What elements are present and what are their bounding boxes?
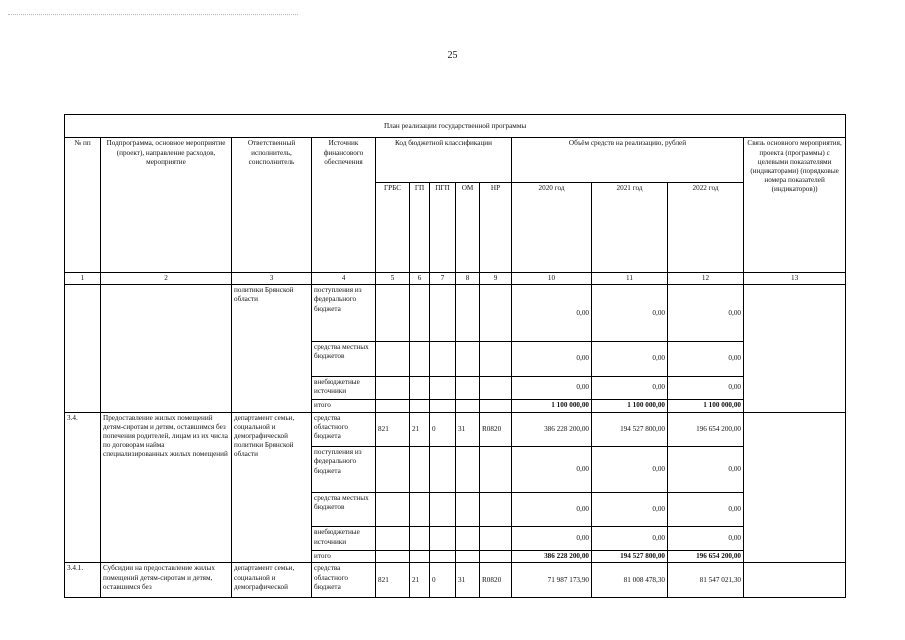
code-om: 31 — [456, 563, 480, 598]
subheader-2022: 2022 год — [668, 183, 744, 273]
row-number: 3.4. — [65, 412, 101, 563]
code-pgp: 0 — [430, 563, 456, 598]
value-2022: 0,00 — [668, 447, 744, 493]
budget-plan-table — [64, 114, 846, 598]
value-2021: 0,00 — [592, 285, 668, 342]
header-link: Связь основного мероприятия, проекта (программы) с целевыми показателями (индикаторами) (порядковые номера показателей (индикаторов)) — [744, 138, 846, 272]
value-2020: 71 987 173,90 — [512, 563, 592, 598]
column-number: 13 — [744, 272, 846, 284]
value-2021: 194 527 800,00 — [592, 412, 668, 447]
total-2020: 1 100 000,00 — [512, 400, 592, 412]
header-volume: Объём средств на реализацию, рублей — [512, 138, 744, 183]
header-responsible: Ответственный исполнитель, соисполнитель — [232, 138, 312, 272]
row-responsible: департамент семьи, социальной и демографической политики Брянской области — [232, 412, 312, 563]
total-2022: 196 654 200,00 — [668, 550, 744, 562]
row-source: средства местных бюджетов — [312, 492, 376, 527]
value-2022: 0,00 — [668, 492, 744, 527]
value-2021: 0,00 — [592, 376, 668, 399]
page-number: 25 — [447, 50, 458, 61]
table-title: План реализации государственной программы — [65, 115, 846, 138]
value-2021: 0,00 — [592, 447, 668, 493]
value-2020: 0,00 — [512, 285, 592, 342]
row-source: внебюджетные источники — [312, 527, 376, 550]
column-number: 12 — [668, 272, 744, 284]
row-source: средства местных бюджетов — [312, 342, 376, 377]
value-2020: 0,00 — [512, 376, 592, 399]
column-number-row — [65, 272, 846, 284]
value-2022: 81 547 021,30 — [668, 563, 744, 598]
column-number: 9 — [480, 272, 512, 284]
subheader-2021: 2021 год — [592, 183, 668, 273]
subheader-pgp: ПГП — [430, 183, 456, 273]
code-gp: 21 — [410, 563, 430, 598]
row-source: итого — [312, 400, 376, 412]
row-link-cell — [744, 285, 846, 412]
table-title-row — [65, 115, 846, 138]
scan-artifact — [8, 14, 298, 16]
subheader-om: ОМ — [456, 183, 480, 273]
row-name: Субсидии на предоставление жилых помещений детям-сиротам и детям, оставшимся без — [101, 563, 232, 598]
row-link-cell — [744, 563, 846, 598]
total-2021: 194 527 800,00 — [592, 550, 668, 562]
column-number: 4 — [312, 272, 376, 284]
value-2022: 196 654 200,00 — [668, 412, 744, 447]
header-source: Источник финансового обеспечения — [312, 138, 376, 272]
column-number: 1 — [65, 272, 101, 284]
row-number-cell — [65, 285, 101, 412]
row-source: итого — [312, 550, 376, 562]
code-nr: R0820 — [480, 412, 512, 447]
value-2020: 0,00 — [512, 342, 592, 377]
subheader-gp: ГП — [410, 183, 430, 273]
value-2020: 386 228 200,00 — [512, 412, 592, 447]
table-row — [65, 563, 846, 598]
value-2021: 0,00 — [592, 342, 668, 377]
header-row — [65, 138, 846, 183]
column-number: 3 — [232, 272, 312, 284]
value-2022: 0,00 — [668, 527, 744, 550]
header-budget-code: Код бюджетной классификации — [376, 138, 512, 183]
row-link-cell — [744, 412, 846, 563]
row-source: поступления из федерального бюджета — [312, 447, 376, 493]
row-source: поступления из федерального бюджета — [312, 285, 376, 342]
value-2021: 0,00 — [592, 492, 668, 527]
value-2022: 0,00 — [668, 342, 744, 377]
column-number: 6 — [410, 272, 430, 284]
row-source: средства областного бюджета — [312, 563, 376, 598]
value-2020: 0,00 — [512, 492, 592, 527]
column-number: 10 — [512, 272, 592, 284]
value-2022: 0,00 — [668, 285, 744, 342]
value-2022: 0,00 — [668, 376, 744, 399]
code-gp: 21 — [410, 412, 430, 447]
code-nr: R0820 — [480, 563, 512, 598]
total-2022: 1 100 000,00 — [668, 400, 744, 412]
row-responsible: департамент семьи, социальной и демографической — [232, 563, 312, 598]
value-2021: 0,00 — [592, 527, 668, 550]
subheader-grbs: ГРБС — [376, 183, 410, 273]
code-grbs: 821 — [376, 412, 410, 447]
total-2020: 386 228 200,00 — [512, 550, 592, 562]
value-2021: 81 008 478,30 — [592, 563, 668, 598]
code-grbs: 821 — [376, 563, 410, 598]
column-number: 8 — [456, 272, 480, 284]
column-number: 11 — [592, 272, 668, 284]
subheader-2020: 2020 год — [512, 183, 592, 273]
column-number: 7 — [430, 272, 456, 284]
header-subprogram: Подпрограмма, основное мероприятие (проект), направление расходов, мероприятие — [101, 138, 232, 272]
table-row — [65, 412, 846, 447]
row-number: 3.4.1. — [65, 563, 101, 598]
column-number: 2 — [101, 272, 232, 284]
total-2021: 1 100 000,00 — [592, 400, 668, 412]
row-source: средства областного бюджета — [312, 412, 376, 447]
value-2020: 0,00 — [512, 447, 592, 493]
table-row — [65, 285, 846, 342]
row-source: внебюджетные источники — [312, 376, 376, 399]
column-number: 5 — [376, 272, 410, 284]
row-name: Предоставление жилых помещений детям-сиротам и детям, оставшимся без попечения родителей, лицам из их числа по договорам найма специализированных жилых помещений — [101, 412, 232, 563]
code-pgp: 0 — [430, 412, 456, 447]
subheader-nr: НР — [480, 183, 512, 273]
header-no: № пп — [65, 138, 101, 272]
value-2020: 0,00 — [512, 527, 592, 550]
row-responsible: политики Брянской области — [232, 285, 312, 412]
row-name-cell — [101, 285, 232, 412]
code-om: 31 — [456, 412, 480, 447]
